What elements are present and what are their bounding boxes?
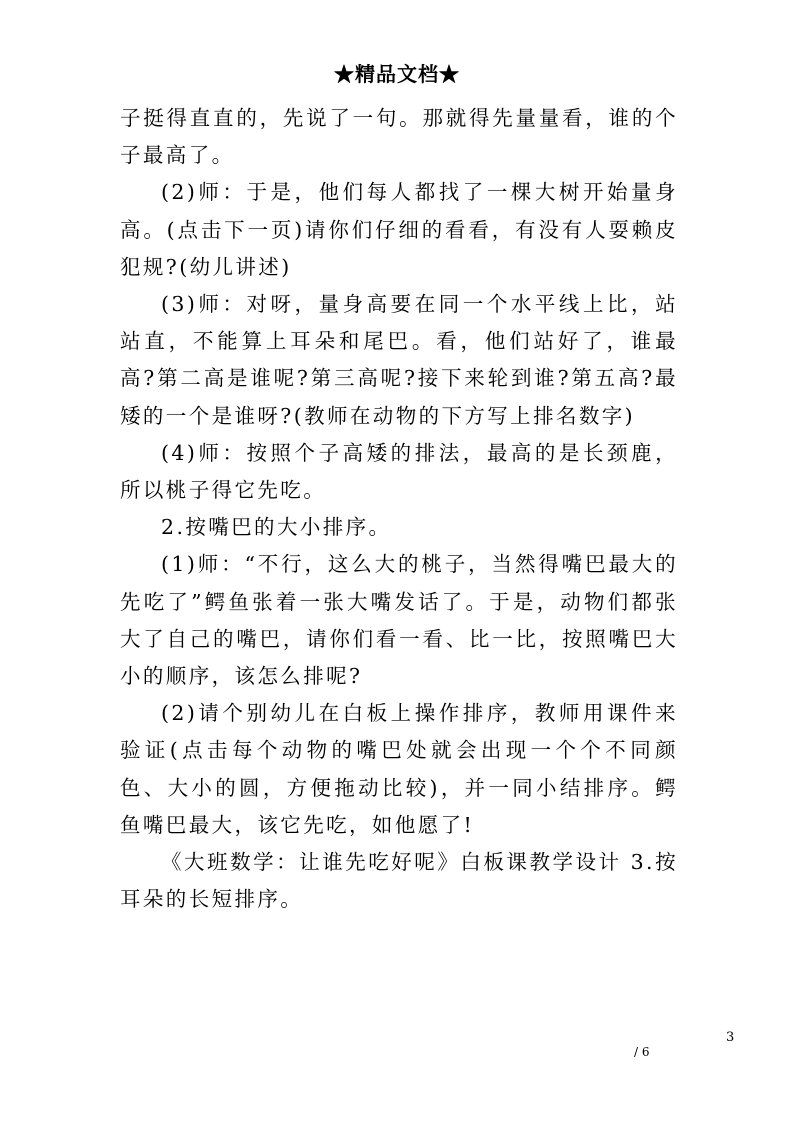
page-number: 3: [726, 1030, 735, 1045]
document-body: [120, 100, 678, 918]
paragraph: (1)师：“不行，这么大的桃子，当然得嘴巴最大的先吃了”鳄鱼张着一张大嘴发话了。于是，动物们都张大了自己的嘴巴，请你们看一看、比一比，按照嘴巴大小的顺序，该怎么排呢?: [120, 552, 678, 689]
paragraph-continuation: 子挺得直直的，先说了一句。那就得先量量看，谁的个子最高了。: [120, 106, 678, 168]
page-header-title: ★精品文档★: [334, 62, 460, 86]
paragraph: (2)师：于是，他们每人都找了一棵大树开始量身高。(点击下一页)请你们仔细的看看，有没有人耍赖皮犯规?(幼儿讲述): [120, 180, 678, 279]
section-heading: 2.按嘴巴的大小排序。: [161, 515, 392, 540]
paragraph: (3)师：对呀，量身高要在同一个水平线上比，站站直，不能算上耳朵和尾巴。看，他们站好了，谁最高?第二高是谁呢?第三高呢?接下来轮到谁?第五高?最矮的一个是谁呀?(教师在动物的下方写上排名数字): [120, 292, 678, 428]
page-total: / 6: [634, 1045, 650, 1059]
paragraph: 《大班数学：让谁先吃好呢》白板课教学设计 3.按耳朵的长短排序。: [120, 850, 678, 912]
paragraph: (2)请个别幼儿在白板上操作排序，教师用课件来验证(点击每个动物的嘴巴处就会出现一个个不同颜色、大小的圆，方便拖动比较)，并一同小结排序。鳄鱼嘴巴最大，该它先吃，如他愿了!: [120, 701, 678, 837]
paragraph: (4)师：按照个子高矮的排法，最高的是长颈鹿，所以桃子得它先吃。: [120, 440, 678, 503]
